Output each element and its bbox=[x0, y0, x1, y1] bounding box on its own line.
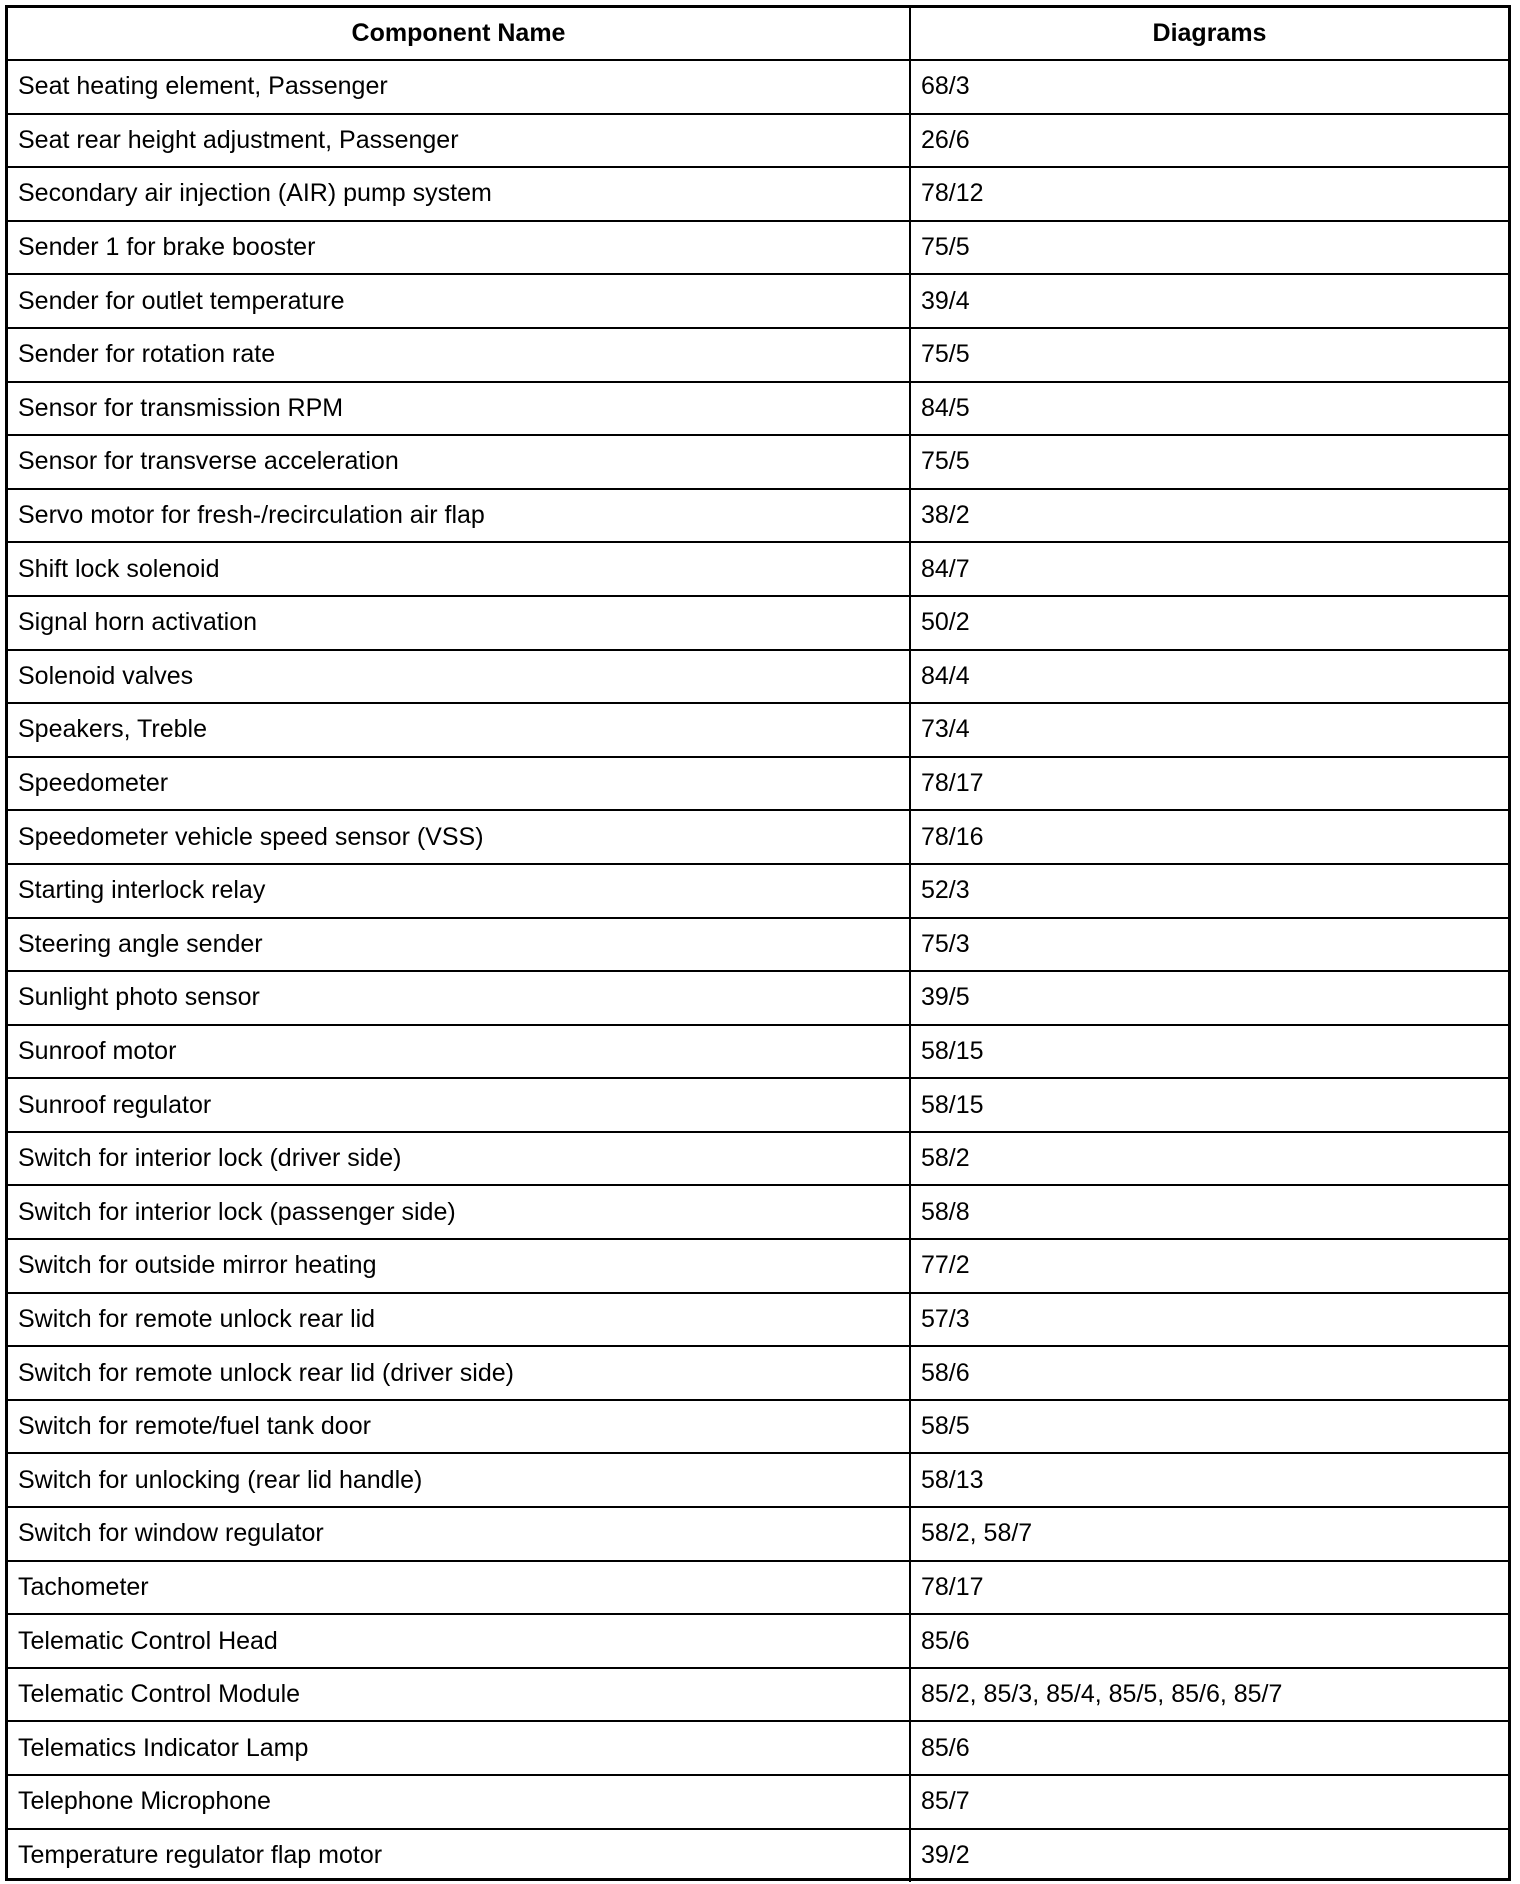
component-name-cell: Sender for outlet temperature bbox=[8, 274, 910, 328]
table-row bbox=[8, 703, 1508, 757]
component-name-cell: Switch for remote unlock rear lid (driver side) bbox=[8, 1346, 910, 1400]
component-name-cell: Sender 1 for brake booster bbox=[8, 221, 910, 275]
diagrams-cell: 85/6 bbox=[910, 1614, 1508, 1668]
component-name-cell: Telematic Control Head bbox=[8, 1614, 910, 1668]
diagrams-cell: 78/17 bbox=[910, 757, 1508, 811]
table-row bbox=[8, 1185, 1508, 1239]
diagrams-cell: 75/5 bbox=[910, 221, 1508, 275]
component-name-cell: Telematic Control Module bbox=[8, 1668, 910, 1722]
table-row bbox=[8, 1239, 1508, 1293]
component-name-cell: Sunroof regulator bbox=[8, 1078, 910, 1132]
component-name-cell: Temperature regulator flap motor bbox=[8, 1829, 910, 1883]
component-name-cell: Solenoid valves bbox=[8, 650, 910, 704]
table-row bbox=[8, 1507, 1508, 1561]
table-row bbox=[8, 1400, 1508, 1454]
diagrams-cell: 78/12 bbox=[910, 167, 1508, 221]
table-row bbox=[8, 1025, 1508, 1079]
component-name-cell: Sensor for transmission RPM bbox=[8, 382, 910, 436]
table-row bbox=[8, 542, 1508, 596]
diagrams-cell: 77/2 bbox=[910, 1239, 1508, 1293]
table-header-row bbox=[8, 8, 1508, 60]
component-name-cell: Switch for interior lock (driver side) bbox=[8, 1132, 910, 1186]
diagrams-cell: 57/3 bbox=[910, 1293, 1508, 1347]
component-name-cell: Speedometer bbox=[8, 757, 910, 811]
diagrams-cell: 85/6 bbox=[910, 1721, 1508, 1775]
diagrams-cell: 38/2 bbox=[910, 489, 1508, 543]
table-row bbox=[8, 1829, 1508, 1883]
diagrams-cell: 84/7 bbox=[910, 542, 1508, 596]
table-row bbox=[8, 114, 1508, 168]
table-row bbox=[8, 1721, 1508, 1775]
component-name-cell: Secondary air injection (AIR) pump system bbox=[8, 167, 910, 221]
table-row bbox=[8, 1614, 1508, 1668]
diagrams-cell: 84/4 bbox=[910, 650, 1508, 704]
component-name-cell: Tachometer bbox=[8, 1561, 910, 1615]
table-row bbox=[8, 382, 1508, 436]
component-name-cell: Sunlight photo sensor bbox=[8, 971, 910, 1025]
table-row bbox=[8, 1453, 1508, 1507]
component-diagram-table bbox=[8, 8, 1508, 1882]
diagrams-cell: 39/4 bbox=[910, 274, 1508, 328]
table-row bbox=[8, 810, 1508, 864]
table-row bbox=[8, 489, 1508, 543]
diagrams-cell: 68/3 bbox=[910, 60, 1508, 114]
column-header-diagrams: Diagrams bbox=[910, 8, 1508, 60]
component-name-cell: Telematics Indicator Lamp bbox=[8, 1721, 910, 1775]
component-name-cell: Speakers, Treble bbox=[8, 703, 910, 757]
component-name-cell: Switch for outside mirror heating bbox=[8, 1239, 910, 1293]
diagrams-cell: 58/15 bbox=[910, 1078, 1508, 1132]
component-name-cell: Starting interlock relay bbox=[8, 864, 910, 918]
table-row bbox=[8, 60, 1508, 114]
column-header-component-name: Component Name bbox=[8, 8, 910, 60]
table-row bbox=[8, 650, 1508, 704]
component-name-cell: Signal horn activation bbox=[8, 596, 910, 650]
table-row bbox=[8, 918, 1508, 972]
diagrams-cell: 39/2 bbox=[910, 1829, 1508, 1883]
component-name-cell: Steering angle sender bbox=[8, 918, 910, 972]
component-name-cell: Seat heating element, Passenger bbox=[8, 60, 910, 114]
diagrams-cell: 39/5 bbox=[910, 971, 1508, 1025]
table-body bbox=[8, 60, 1508, 1882]
table-row bbox=[8, 1293, 1508, 1347]
diagrams-cell: 78/16 bbox=[910, 810, 1508, 864]
component-name-cell: Telephone Microphone bbox=[8, 1775, 910, 1829]
table-row bbox=[8, 971, 1508, 1025]
table-row bbox=[8, 435, 1508, 489]
component-table-frame bbox=[5, 5, 1511, 1881]
table-row bbox=[8, 167, 1508, 221]
diagrams-cell: 58/15 bbox=[910, 1025, 1508, 1079]
diagrams-cell: 75/5 bbox=[910, 328, 1508, 382]
table-row bbox=[8, 1668, 1508, 1722]
component-name-cell: Shift lock solenoid bbox=[8, 542, 910, 596]
diagrams-cell: 85/7 bbox=[910, 1775, 1508, 1829]
diagrams-cell: 58/2, 58/7 bbox=[910, 1507, 1508, 1561]
table-row bbox=[8, 328, 1508, 382]
table-row bbox=[8, 221, 1508, 275]
component-name-cell: Switch for unlocking (rear lid handle) bbox=[8, 1453, 910, 1507]
component-name-cell: Sunroof motor bbox=[8, 1025, 910, 1079]
component-name-cell: Switch for interior lock (passenger side) bbox=[8, 1185, 910, 1239]
component-name-cell: Switch for remote/fuel tank door bbox=[8, 1400, 910, 1454]
diagrams-cell: 78/17 bbox=[910, 1561, 1508, 1615]
component-name-cell: Servo motor for fresh-/recirculation air flap bbox=[8, 489, 910, 543]
table-row bbox=[8, 274, 1508, 328]
diagrams-cell: 58/5 bbox=[910, 1400, 1508, 1454]
table-row bbox=[8, 596, 1508, 650]
component-name-cell: Sensor for transverse acceleration bbox=[8, 435, 910, 489]
diagrams-cell: 75/3 bbox=[910, 918, 1508, 972]
table-row bbox=[8, 1561, 1508, 1615]
component-name-cell: Seat rear height adjustment, Passenger bbox=[8, 114, 910, 168]
diagrams-cell: 73/4 bbox=[910, 703, 1508, 757]
diagrams-cell: 26/6 bbox=[910, 114, 1508, 168]
diagrams-cell: 58/6 bbox=[910, 1346, 1508, 1400]
component-name-cell: Switch for window regulator bbox=[8, 1507, 910, 1561]
table-row bbox=[8, 1775, 1508, 1829]
table-row bbox=[8, 757, 1508, 811]
table-row bbox=[8, 864, 1508, 918]
diagrams-cell: 75/5 bbox=[910, 435, 1508, 489]
table-row bbox=[8, 1078, 1508, 1132]
diagrams-cell: 58/13 bbox=[910, 1453, 1508, 1507]
component-name-cell: Switch for remote unlock rear lid bbox=[8, 1293, 910, 1347]
diagrams-cell: 84/5 bbox=[910, 382, 1508, 436]
diagrams-cell: 58/2 bbox=[910, 1132, 1508, 1186]
table-row bbox=[8, 1132, 1508, 1186]
table-row bbox=[8, 1346, 1508, 1400]
component-name-cell: Speedometer vehicle speed sensor (VSS) bbox=[8, 810, 910, 864]
diagrams-cell: 85/2, 85/3, 85/4, 85/5, 85/6, 85/7 bbox=[910, 1668, 1508, 1722]
component-name-cell: Sender for rotation rate bbox=[8, 328, 910, 382]
diagrams-cell: 52/3 bbox=[910, 864, 1508, 918]
diagrams-cell: 50/2 bbox=[910, 596, 1508, 650]
diagrams-cell: 58/8 bbox=[910, 1185, 1508, 1239]
